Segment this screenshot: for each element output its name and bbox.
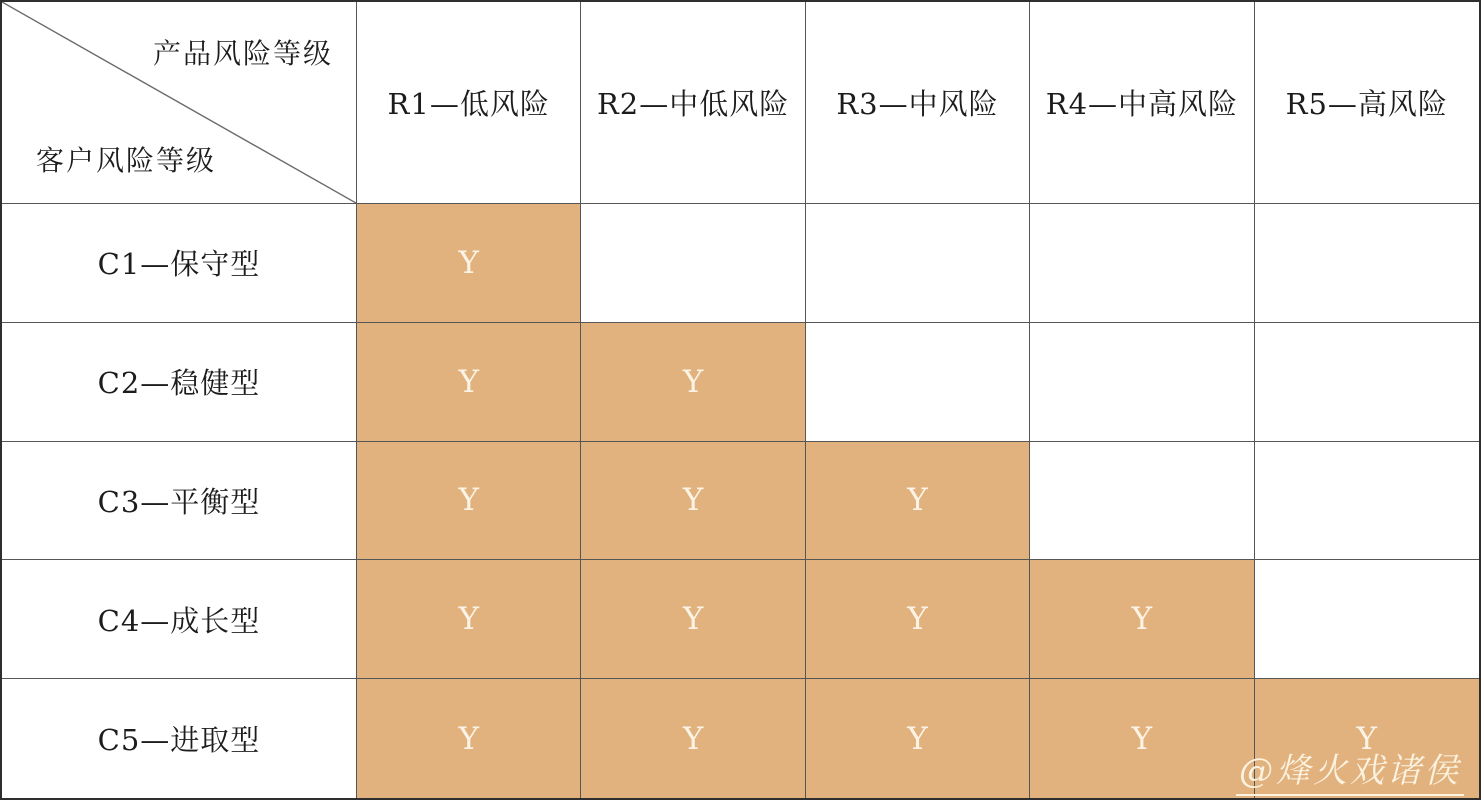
matrix-cell-c3-r3: Y (806, 442, 1030, 561)
column-header-r1: R1—低风险 (357, 2, 581, 204)
matrix-cell-c4-r3: Y (806, 560, 1030, 679)
matrix-cell-c1-r4 (1030, 204, 1254, 323)
column-header-r5: R5—高风险 (1255, 2, 1479, 204)
matrix-cell-c3-r2: Y (581, 442, 805, 561)
matrix-cell-c3-r5 (1255, 442, 1479, 561)
matrix-cell-c2-r4 (1030, 323, 1254, 442)
column-header-r4: R4—中高风险 (1030, 2, 1254, 204)
row-label-c3: C3—平衡型 (2, 442, 357, 561)
row-label-c1: C1—保守型 (2, 204, 357, 323)
row-label-c5: C5—进取型 (2, 679, 357, 798)
column-header-r3: R3—中风险 (806, 2, 1030, 204)
matrix-cell-c1-r2 (581, 204, 805, 323)
watermark: @烽火戏诸侯 (1236, 743, 1464, 796)
matrix-cell-c5-r2: Y (581, 679, 805, 798)
matrix-cell-c4-r5 (1255, 560, 1479, 679)
column-header-r2: R2—中低风险 (581, 2, 805, 204)
product-risk-level-label: 产品风险等级 (152, 37, 333, 70)
matrix-cell-c4-r1: Y (357, 560, 581, 679)
matrix-cell-c1-r1: Y (357, 204, 581, 323)
matrix-cell-c5-r5: Y (1255, 679, 1479, 798)
matrix-cell-c1-r3 (806, 204, 1030, 323)
matrix-cell-c5-r1: Y (357, 679, 581, 798)
matrix-cell-c4-r4: Y (1030, 560, 1254, 679)
matrix-cell-c5-r4: Y (1030, 679, 1254, 798)
matrix-cell-c2-r2: Y (581, 323, 805, 442)
row-label-c4: C4—成长型 (2, 560, 357, 679)
matrix-cell-c3-r4 (1030, 442, 1254, 561)
matrix-cell-c4-r2: Y (581, 560, 805, 679)
matrix-cell-c2-r5 (1255, 323, 1479, 442)
matrix-cell-c1-r5 (1255, 204, 1479, 323)
matrix-cell-c2-r1: Y (357, 323, 581, 442)
matrix-cell-c2-r3 (806, 323, 1030, 442)
corner-header-cell (2, 2, 357, 204)
row-label-c2: C2—稳健型 (2, 323, 357, 442)
matrix-cell-c3-r1: Y (357, 442, 581, 561)
customer-risk-level-label: 客户风险等级 (36, 144, 217, 177)
matrix-cell-c5-r3: Y (806, 679, 1030, 798)
